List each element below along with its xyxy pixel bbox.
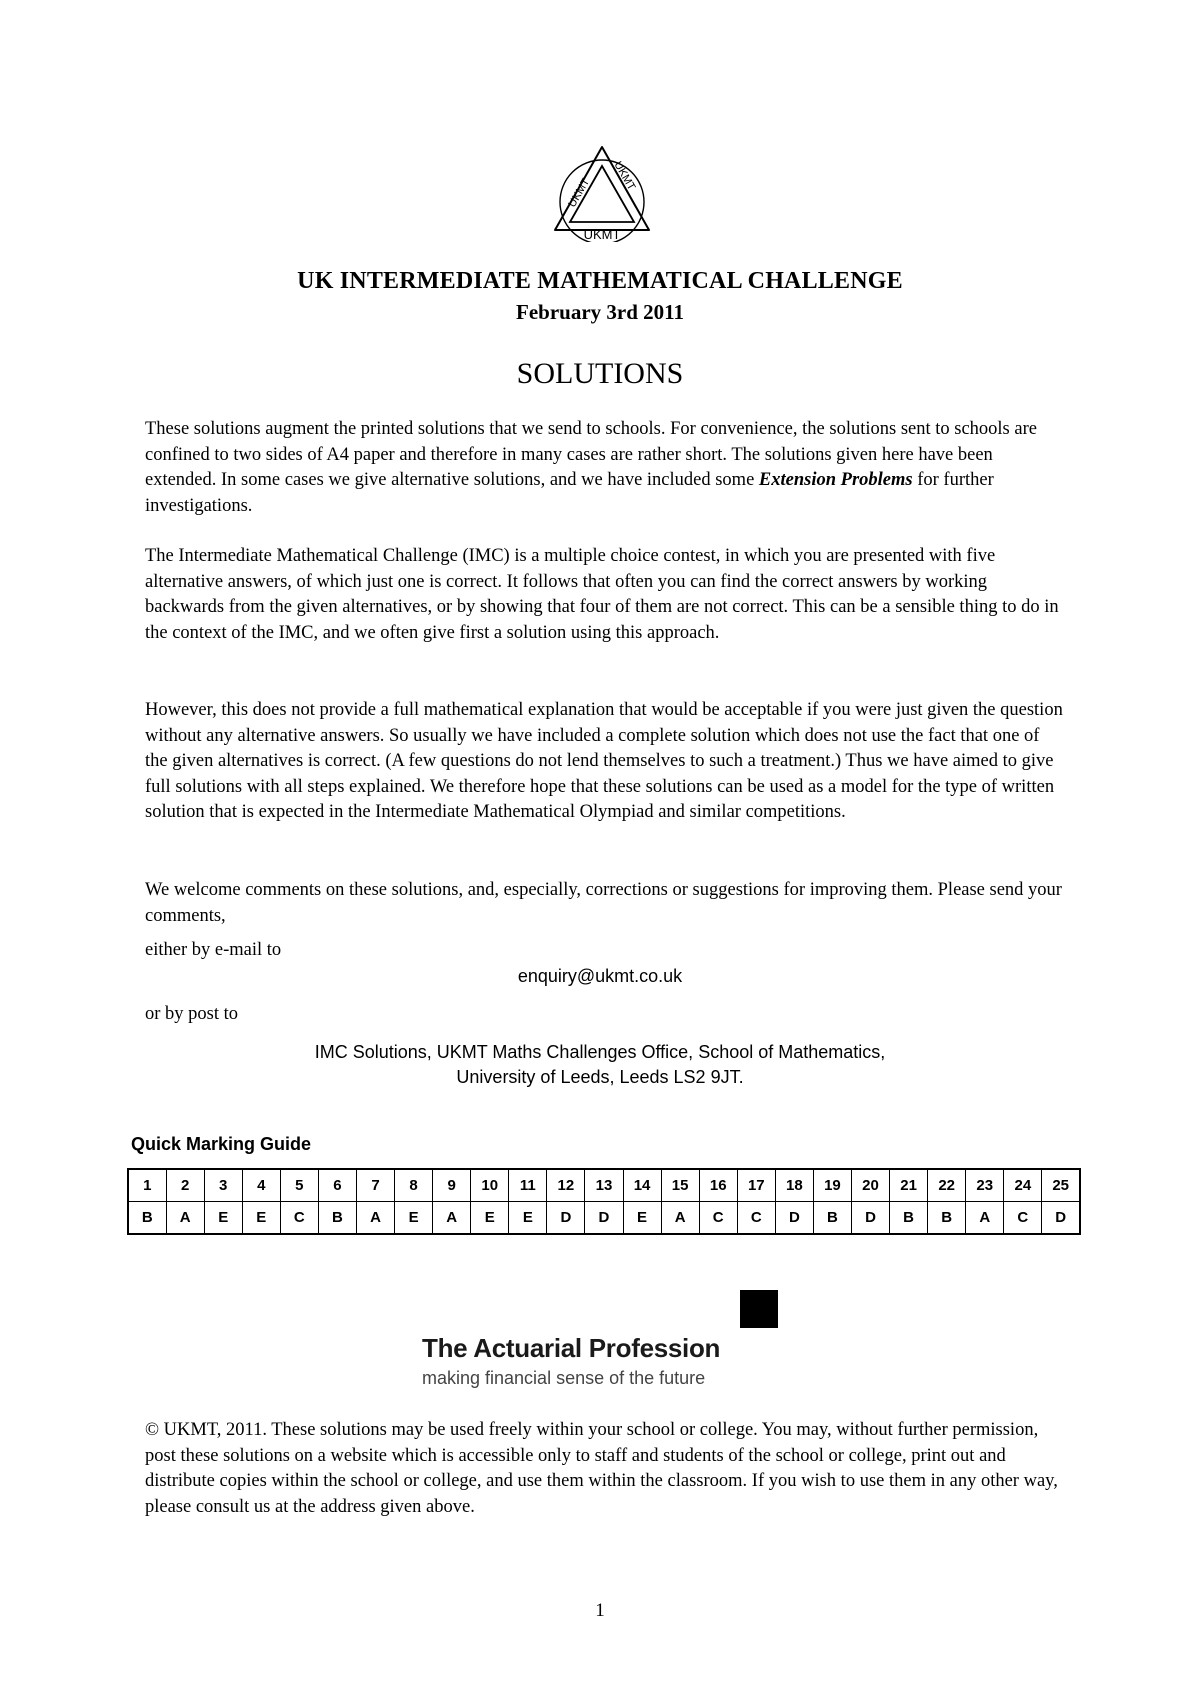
sponsor-name: The Actuarial Profession <box>422 1333 721 1363</box>
answer-cell: B <box>928 1202 966 1235</box>
intro-paragraph-3: However, this does not provide a full mathematical explanation that would be acceptable if you were just given the question without any alternative answers. So usually we have included a complete solution which does not use the fact that one of the given alternatives is correct. (A few questions do not lend themselves to such a treatment.) Thus we have aimed to give full solutions with all steps explained. We therefore hope that these solutions can be used as a model for the type of written solution that is expected in the Intermediate Mathematical Olympiad and similar competitions. <box>145 700 1063 822</box>
question-number-cell: 1 <box>128 1169 166 1202</box>
question-number-cell: 16 <box>699 1169 737 1202</box>
answer-cell: A <box>166 1202 204 1235</box>
intro-text-end: for further investigations. <box>145 470 994 516</box>
question-number-cell: 3 <box>204 1169 242 1202</box>
page-number: 1 <box>595 1600 605 1621</box>
answer-cell: B <box>890 1202 928 1235</box>
question-number-cell: 15 <box>661 1169 699 1202</box>
contest-date: February 3rd 2011 <box>516 300 684 324</box>
intro-text: These solutions augment the printed solutions that we send to schools. For convenience, the solutions sent to schools are confined to two sides of A4 paper and therefore in many cases are rather short. The solutions given here have been extended. In some cases we give alternative solutions, and we have included some <box>145 419 1037 490</box>
answer-cell: E <box>471 1202 509 1235</box>
question-number-cell: 6 <box>318 1169 356 1202</box>
answer-cell: D <box>1042 1202 1080 1235</box>
answer-cell: A <box>966 1202 1004 1235</box>
question-number-cell: 14 <box>623 1169 661 1202</box>
answer-cell: A <box>661 1202 699 1235</box>
question-number-cell: 24 <box>1004 1169 1042 1202</box>
intro-paragraph-1 <box>145 417 1065 519</box>
answer-cell: B <box>318 1202 356 1235</box>
contact-email[interactable]: enquiry@ukmt.co.uk <box>517 966 683 986</box>
question-number-cell: 19 <box>813 1169 851 1202</box>
answer-cell: B <box>128 1202 166 1235</box>
answer-cell: D <box>851 1202 889 1235</box>
actuarial-logo-square <box>740 1290 778 1328</box>
svg-text:UKMT: UKMT <box>566 176 593 210</box>
or-post-label: or by post to <box>145 1004 239 1024</box>
question-number-cell: 7 <box>356 1169 394 1202</box>
marking-guide-table <box>127 1168 1081 1235</box>
question-number-cell: 22 <box>928 1169 966 1202</box>
answer-cell: E <box>395 1202 433 1235</box>
either-email-label: either by e-mail to <box>145 940 282 960</box>
question-number-cell: 10 <box>471 1169 509 1202</box>
question-number-cell: 21 <box>890 1169 928 1202</box>
answer-cell: C <box>1004 1202 1042 1235</box>
answer-cell: E <box>623 1202 661 1235</box>
answer-cell: E <box>204 1202 242 1235</box>
svg-text:UKMT: UKMT <box>611 159 638 193</box>
question-number-cell: 25 <box>1042 1169 1080 1202</box>
svg-text:UKMT: UKMT <box>583 227 621 242</box>
answer-cell: A <box>356 1202 394 1235</box>
answer-row <box>128 1202 1080 1235</box>
sponsor-tagline: making financial sense of the future <box>422 1368 706 1388</box>
address-line-1: IMC Solutions, UKMT Maths Challenges Office, School of Mathematics, <box>314 1042 886 1062</box>
solutions-heading: SOLUTIONS <box>516 357 684 390</box>
question-number-cell: 13 <box>585 1169 623 1202</box>
question-number-cell: 11 <box>509 1169 547 1202</box>
question-number-cell: 18 <box>775 1169 813 1202</box>
postal-address <box>0 1040 1200 1090</box>
copyright-notice: © UKMT, 2011. These solutions may be used freely within your school or college. You may, without further permission, post these solutions on a website which is accessible only to staff and students of the school or college, print out and distribute copies within the school or college, and use them within the classroom. If you wish to use them in any other way, please consult us at the address given above. <box>145 1420 1058 1517</box>
answer-cell: C <box>699 1202 737 1235</box>
question-number-cell: 9 <box>433 1169 471 1202</box>
comments-paragraph: We welcome comments on these solutions, and, especially, corrections or suggestions for improving them. Please send your comments, <box>145 880 1062 926</box>
address-line-2: University of Leeds, Leeds LS2 9JT. <box>456 1067 744 1087</box>
contest-title: UK INTERMEDIATE MATHEMATICAL CHALLENGE <box>297 268 903 294</box>
answer-cell: E <box>509 1202 547 1235</box>
question-number-cell: 17 <box>737 1169 775 1202</box>
question-number-cell: 20 <box>851 1169 889 1202</box>
answer-cell: B <box>813 1202 851 1235</box>
question-number-cell: 8 <box>395 1169 433 1202</box>
question-number-cell: 4 <box>242 1169 280 1202</box>
question-number-cell: 5 <box>280 1169 318 1202</box>
question-number-cell: 12 <box>547 1169 585 1202</box>
answer-cell: A <box>433 1202 471 1235</box>
extension-problems-emphasis: Extension Problems <box>758 470 913 490</box>
answer-cell: E <box>242 1202 280 1235</box>
question-number-cell: 2 <box>166 1169 204 1202</box>
answer-cell: C <box>280 1202 318 1235</box>
question-number-cell: 23 <box>966 1169 1004 1202</box>
marking-guide-title: Quick Marking Guide <box>131 1134 312 1154</box>
answer-cell: D <box>775 1202 813 1235</box>
ukmt-logo <box>552 142 652 242</box>
answer-cell: D <box>547 1202 585 1235</box>
answer-cell: C <box>737 1202 775 1235</box>
question-number-row <box>128 1169 1080 1202</box>
answer-cell: D <box>585 1202 623 1235</box>
intro-paragraph-2: The Intermediate Mathematical Challenge (IMC) is a multiple choice contest, in which you are presented with five alternative answers, of which just one is correct. It follows that often you can find the correct answers by working backwards from the given alternatives, or by showing that four of them are not correct. This can be a sensible thing to do in the context of the IMC, and we often give first a solution using this approach. <box>145 546 1059 643</box>
